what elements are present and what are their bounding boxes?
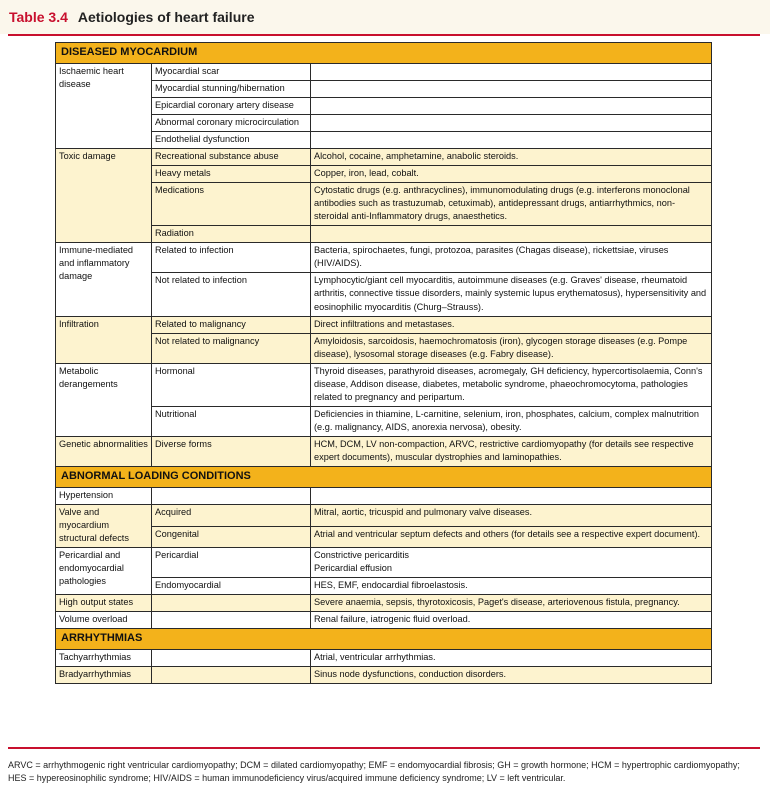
- top-rule: [8, 34, 760, 36]
- section-title: DISEASED MYOCARDIUM: [56, 43, 712, 64]
- detail-cell: Atrial and ventricular septum defects and others (for details see a respective expert document).: [311, 526, 712, 548]
- category-cell: Infiltration: [56, 316, 152, 363]
- detail-cell: HES, EMF, endocardial fibroelastosis.: [311, 578, 712, 595]
- subcategory-cell: Medications: [152, 183, 311, 226]
- category-cell: Hypertension: [56, 487, 152, 504]
- detail-cell: Lymphocytic/giant cell myocarditis, autoimmune diseases (e.g. Graves' disease, rheumatoid arthritis, connective tissue disorders, mainly systemic lupus erythematosus), hypersensitivity and eosinophilic myocarditis (Churg–Strauss).: [311, 273, 712, 316]
- subcategory-cell: Congenital: [152, 526, 311, 548]
- subcategory-cell: [152, 595, 311, 612]
- table-title-text: Aetiologies of heart failure: [77, 9, 255, 25]
- subcategory-cell: Radiation: [152, 226, 311, 243]
- subcategory-cell: Diverse forms: [152, 437, 311, 467]
- table-row: [56, 80, 712, 97]
- subcategory-cell: [152, 612, 311, 629]
- detail-cell: [311, 131, 712, 148]
- detail-cell: [311, 487, 712, 504]
- detail-cell: Cytostatic drugs (e.g. anthracyclines), immunomodulating drugs (e.g. interferons monoclonal antibodies such as trastuzumab, cetuximab), antidepressant drugs, antiarrhythmics, non-steroidal anti-Inflammatory drugs, anaesthetics.: [311, 183, 712, 226]
- detail-cell: [311, 226, 712, 243]
- section-header: [56, 43, 712, 64]
- subcategory-cell: Related to malignancy: [152, 316, 311, 333]
- category-cell: Tachyarrhythmias: [56, 650, 152, 667]
- subcategory-cell: Hormonal: [152, 363, 311, 406]
- category-cell: Toxic damage: [56, 148, 152, 242]
- detail-cell: Amyloidosis, sarcoidosis, haemochromatosis (iron), glycogen storage diseases (e.g. Pompe disease), lysosomal storage diseases (e.g. Fabry disease).: [311, 333, 712, 363]
- table-row: [56, 333, 712, 363]
- subcategory-cell: Pericardial: [152, 548, 311, 578]
- detail-cell: [311, 80, 712, 97]
- table-row: [56, 148, 712, 165]
- detail-cell: Alcohol, cocaine, amphetamine, anabolic steroids.: [311, 148, 712, 165]
- table-row: [56, 612, 712, 629]
- section-title: ARRHYTHMIAS: [56, 629, 712, 650]
- bottom-rule: [8, 747, 760, 749]
- table-row: [56, 226, 712, 243]
- subcategory-cell: Nutritional: [152, 406, 311, 436]
- detail-cell: Renal failure, iatrogenic fluid overload.: [311, 612, 712, 629]
- table-row: [56, 63, 712, 80]
- table-row: [56, 243, 712, 273]
- abbreviations-footnote: ARVC = arrhythmogenic right ventricular cardiomyopathy; DCM = dilated cardiomyopathy; EMF = endomyocardial fibrosis; GH = growth hormone; HCM = hypertrophic cardiomyopathy; HES = hypereosinophilic syndrome; HIV/AIDS = human immunodeficiency virus/acquired immune deficiency syndrome; LV = left ventricular.: [8, 760, 740, 784]
- table-row: [56, 667, 712, 684]
- detail-cell: Bacteria, spirochaetes, fungi, protozoa, parasites (Chagas disease), rickettsiae, viruses (HIV/AIDS).: [311, 243, 712, 273]
- subcategory-cell: Related to infection: [152, 243, 311, 273]
- table-row: [56, 578, 712, 595]
- subcategory-cell: Myocardial stunning/hibernation: [152, 80, 311, 97]
- detail-cell: Deficiencies in thiamine, L-carnitine, selenium, iron, phosphates, calcium, complex malnutrition (e.g. malignancy, AIDS, anorexia nervosa), obesity.: [311, 406, 712, 436]
- subcategory-cell: Recreational substance abuse: [152, 148, 311, 165]
- category-cell: Bradyarrhythmias: [56, 667, 152, 684]
- table-row: [56, 487, 712, 504]
- table-row: [56, 316, 712, 333]
- table-row: [56, 273, 712, 316]
- section-title: ABNORMAL LOADING CONDITIONS: [56, 467, 712, 488]
- detail-cell: Mitral, aortic, tricuspid and pulmonary valve diseases.: [311, 504, 712, 526]
- subcategory-cell: Acquired: [152, 504, 311, 526]
- section-header: [56, 467, 712, 488]
- category-cell: Valve and myocardium structural defects: [56, 504, 152, 547]
- subcategory-cell: Not related to malignancy: [152, 333, 311, 363]
- detail-cell: HCM, DCM, LV non-compaction, ARVC, restrictive cardiomyopathy (for details see respective expert documents), muscular dystrophies and laminopathies.: [311, 437, 712, 467]
- subcategory-cell: Myocardial scar: [152, 63, 311, 80]
- detail-cell: [311, 63, 712, 80]
- category-cell: Ischaemic heart disease: [56, 63, 152, 148]
- detail-cell: Severe anaemia, sepsis, thyrotoxicosis, Paget's disease, arteriovenous fistula, pregnancy.: [311, 595, 712, 612]
- detail-cell: Direct infiltrations and metastases.: [311, 316, 712, 333]
- detail-cell: Constrictive pericarditis Pericardial effusion: [311, 548, 712, 578]
- detail-cell: Thyroid diseases, parathyroid diseases, acromegaly, GH deficiency, hypercortisolaemia, Conn's disease, Addison disease, diabetes, metabolic syndrome, phaeochromocytoma, pathologies related to pregnancy and peripartum.: [311, 363, 712, 406]
- table-row: [56, 650, 712, 667]
- table-row: [56, 526, 712, 548]
- detail-cell: Atrial, ventricular arrhythmias.: [311, 650, 712, 667]
- table-row: [56, 548, 712, 578]
- subcategory-cell: Endothelial dysfunction: [152, 131, 311, 148]
- detail-cell: Copper, iron, lead, cobalt.: [311, 165, 712, 182]
- subcategory-cell: Epicardial coronary artery disease: [152, 97, 311, 114]
- category-cell: Metabolic derangements: [56, 363, 152, 436]
- category-cell: High output states: [56, 595, 152, 612]
- subcategory-cell: [152, 650, 311, 667]
- title-bar: [0, 0, 770, 34]
- table-row: [56, 437, 712, 467]
- table-row: [56, 595, 712, 612]
- detail-cell: [311, 97, 712, 114]
- category-cell: Genetic abnormalities: [56, 437, 152, 467]
- aetiology-table: [55, 42, 712, 684]
- section-header: [56, 629, 712, 650]
- category-cell: Pericardial and endomyocardial pathologies: [56, 548, 152, 595]
- subcategory-cell: Endomyocardial: [152, 578, 311, 595]
- table-row: [56, 165, 712, 182]
- table-row: [56, 406, 712, 436]
- table-row: [56, 97, 712, 114]
- table-row: [56, 504, 712, 526]
- table-row: [56, 363, 712, 406]
- subcategory-cell: Heavy metals: [152, 165, 311, 182]
- table-number: Table 3.4: [9, 9, 68, 25]
- category-cell: Immune-mediated and inflammatory damage: [56, 243, 152, 316]
- subcategory-cell: Not related to infection: [152, 273, 311, 316]
- subcategory-cell: [152, 487, 311, 504]
- table-row: [56, 114, 712, 131]
- detail-cell: Sinus node dysfunctions, conduction disorders.: [311, 667, 712, 684]
- table-row: [56, 131, 712, 148]
- subcategory-cell: Abnormal coronary microcirculation: [152, 114, 311, 131]
- subcategory-cell: [152, 667, 311, 684]
- category-cell: Volume overload: [56, 612, 152, 629]
- detail-cell: [311, 114, 712, 131]
- table-row: [56, 183, 712, 226]
- table-title: [9, 9, 254, 25]
